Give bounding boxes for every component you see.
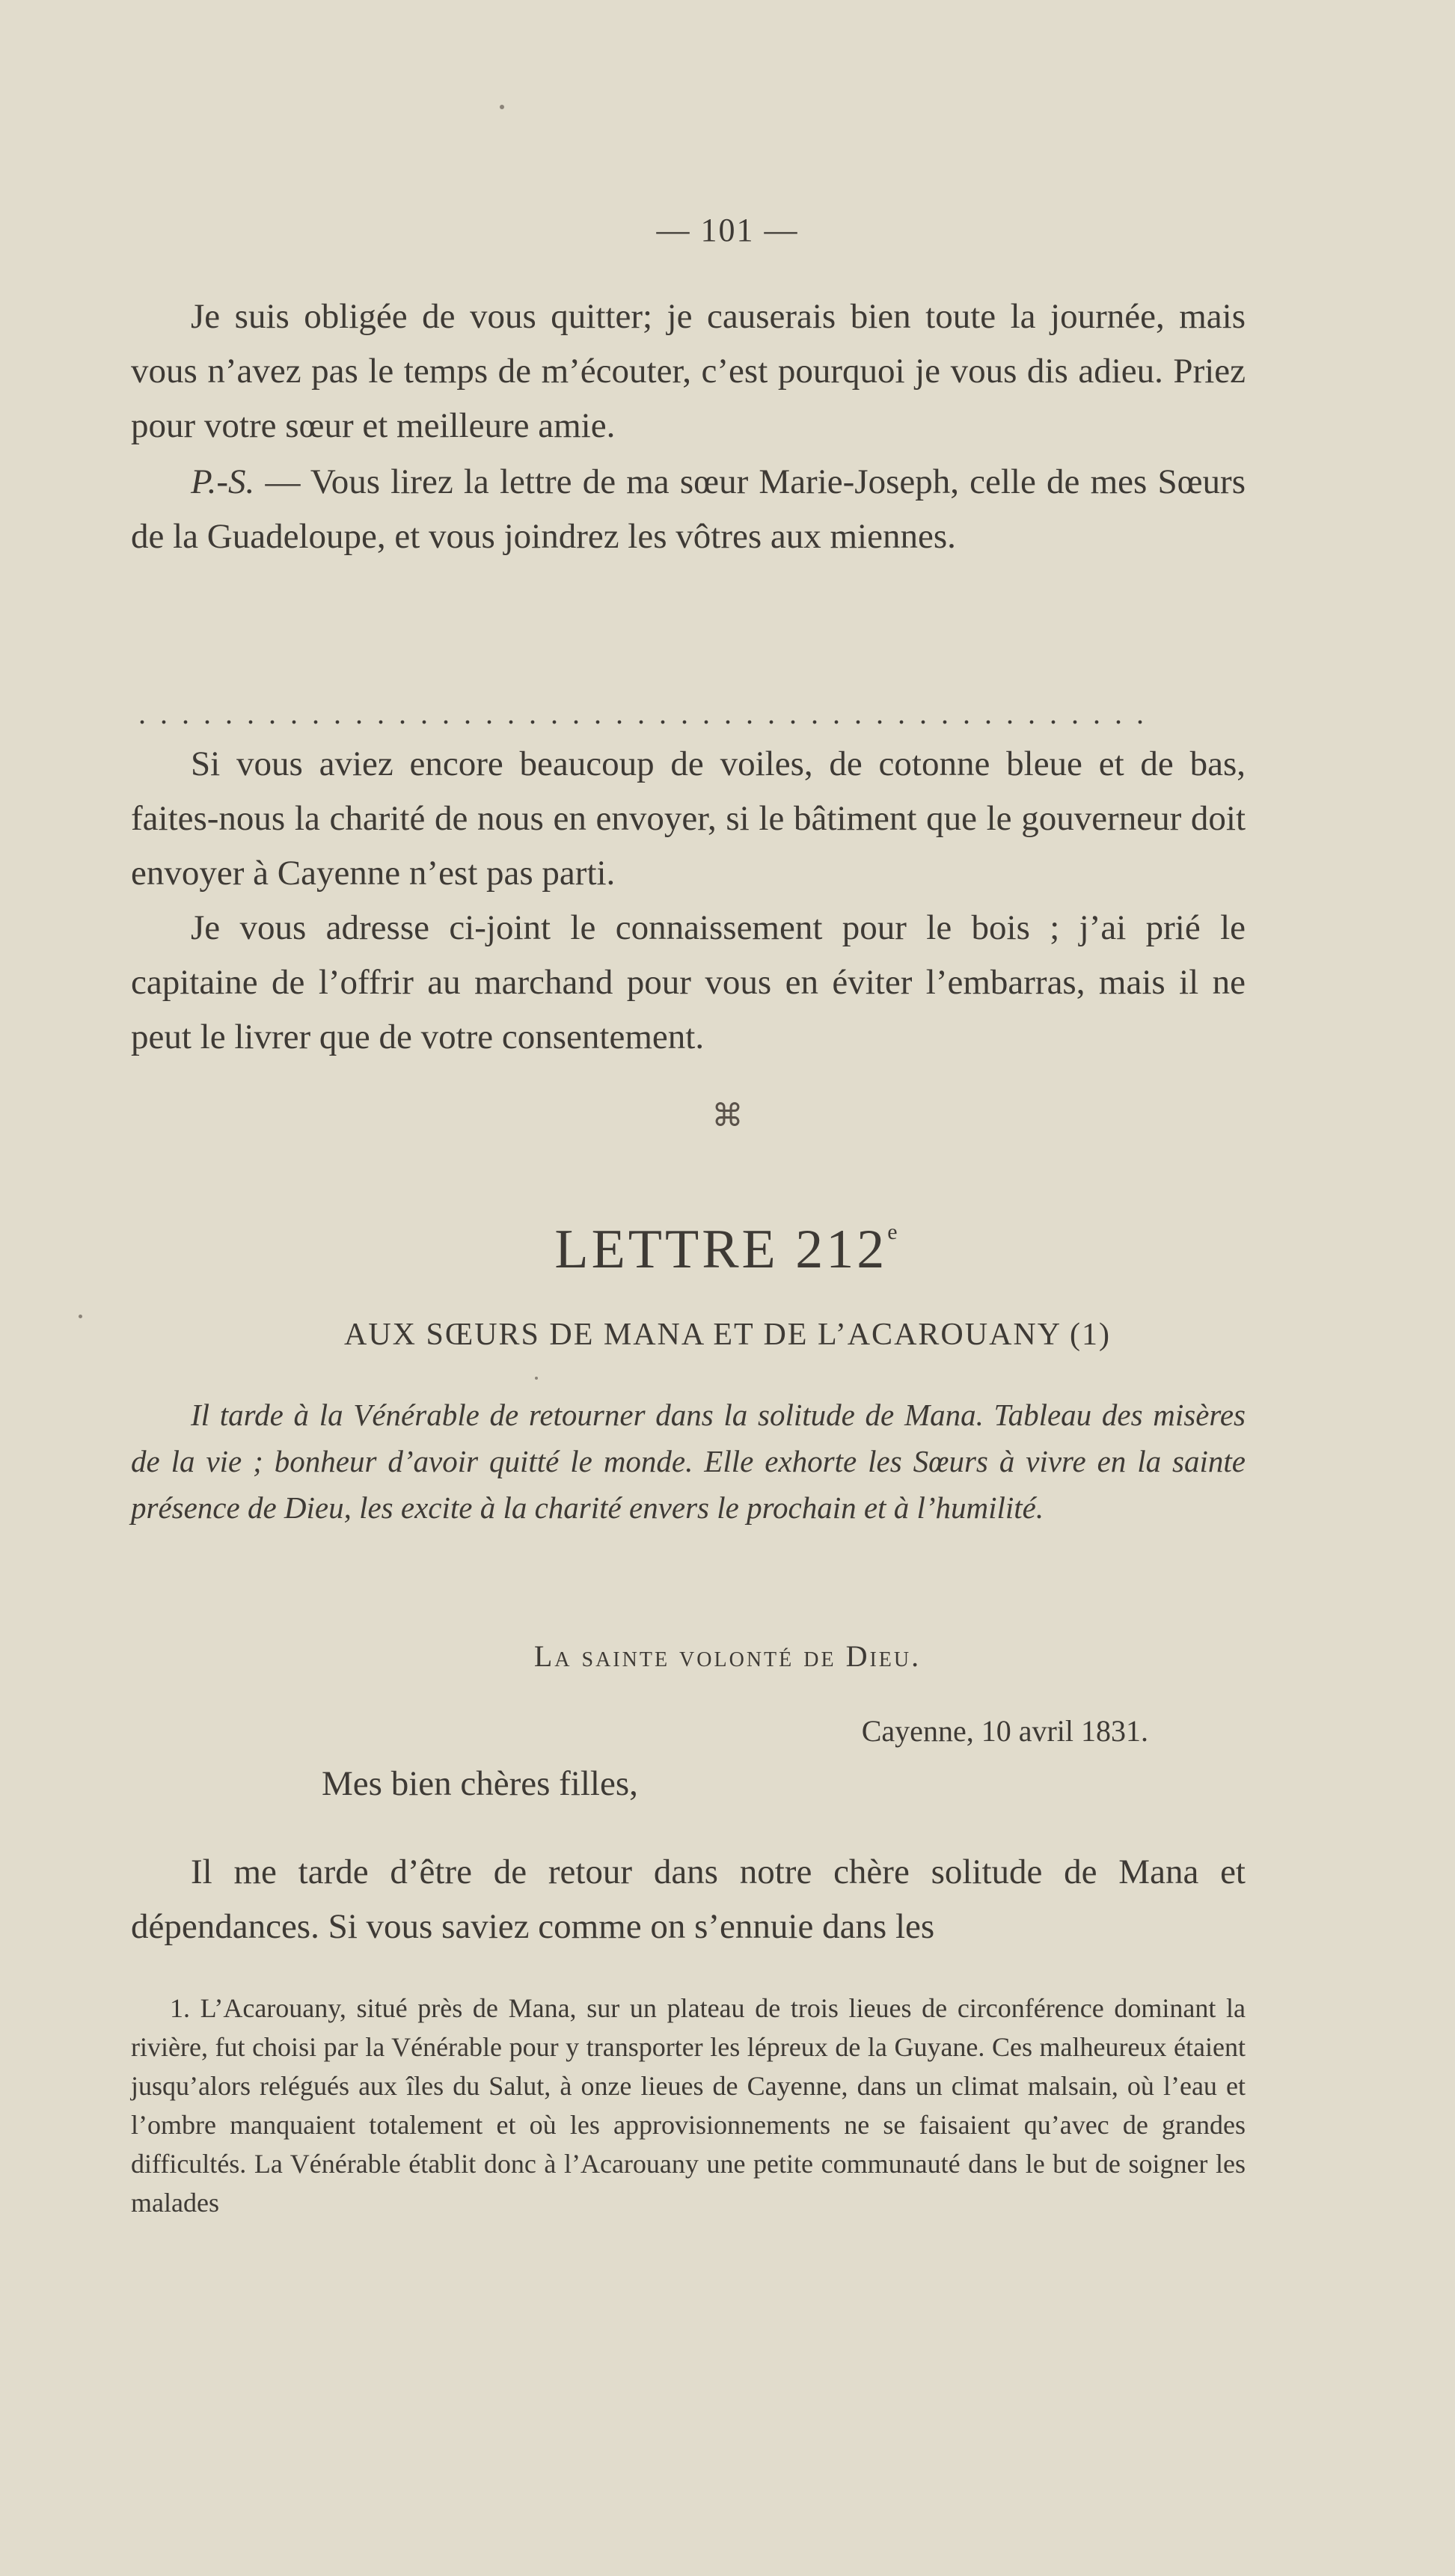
letter-body [131, 1845, 1246, 1954]
letter-title [0, 1218, 1455, 1282]
ellipsis-line: ............................................... [138, 697, 1158, 730]
paragraph-postscript [131, 455, 1246, 564]
paragraph-request: Si vous aviez encore beaucoup de voiles, de cotonne bleue et de bas, faites-nous la charité de nous en envoyer, si le bâtiment que le gouverneur doit envoyer à Cayenne n’est pas parti. [131, 744, 1246, 893]
letter-motto: La sainte volonté de Dieu. [533, 1639, 922, 1673]
ps-label: P.-S. [191, 462, 255, 501]
text-block-middle [131, 737, 1246, 1065]
paper-speck [500, 105, 504, 109]
paragraph-shipment: Je vous adresse ci-joint le connaissement pour le bois ; j’ai prié le capitaine de l’offrir au marchand pour vous en éviter l’embarras, mais il ne peut le livrer que de votre consentement. [131, 908, 1246, 1056]
letter-salutation: Mes bien chères filles, [322, 1764, 638, 1803]
footnote [131, 1989, 1246, 2222]
letter-title-text: LETTRE 212 [554, 1219, 888, 1280]
letter-body-paragraph: Il me tarde d’être de retour dans notre chère solitude de Mana et dépendances. Si vous saviez comme on s’ennuie dans les [131, 1853, 1246, 1946]
letter-date: Cayenne, 10 avril 1831. [861, 1714, 1148, 1748]
letter-address: AUX SŒURS DE MANA ET DE L’ACAROUANY (1) [344, 1318, 1111, 1352]
paper-speck [79, 1315, 82, 1318]
paper-speck [535, 1377, 538, 1380]
letter-summary: Il tarde à la Vénérable de retourner dans la solitude de Mana. Tableau des misères de la vie ; bonheur d’avoir quitté le monde. Elle exhorte les Sœurs à vivre en la sainte présence de Dieu, les excite à la charité envers le prochain et à l’humilité. [131, 1398, 1246, 1525]
paragraph-closing: Je suis obligée de vous quitter; je causerais bien toute la journée, mais vous n’avez pas le temps de m’écouter, c’est pourquoi je vous dis adieu. Priez pour votre sœur et meilleure amie. [131, 297, 1246, 445]
page-number: — 101 — [656, 212, 799, 248]
letter-title-sup: e [887, 1220, 901, 1244]
footnote-text: 1. L’Acarouany, situé près de Mana, sur un plateau de trois lieues de circonférence dominant la rivière, fut choisi par la Vénérable pour y transporter les lépreux de la Guyane. Ces malheureux étaient jusqu’alors relégués aux îles du Salut, à onze lieues de Cayenne, dans un climat malsain, où l’eau et l’ombre manquaient totalement et où les approvisionnements ne se faisaient qu’avec de grandes difficultés. La Vénérable établit donc à l’Acarouany une petite communauté dans le but de soigner les malades [131, 1993, 1246, 2218]
text-block-top [131, 290, 1246, 564]
ps-text: — Vous lirez la lettre de ma sœur Marie-Joseph, celle de mes Sœurs de la Guadeloupe, et vous joindrez les vôtres aux miennes. [131, 462, 1246, 556]
ornament-icon: ⌘ [711, 1099, 744, 1133]
